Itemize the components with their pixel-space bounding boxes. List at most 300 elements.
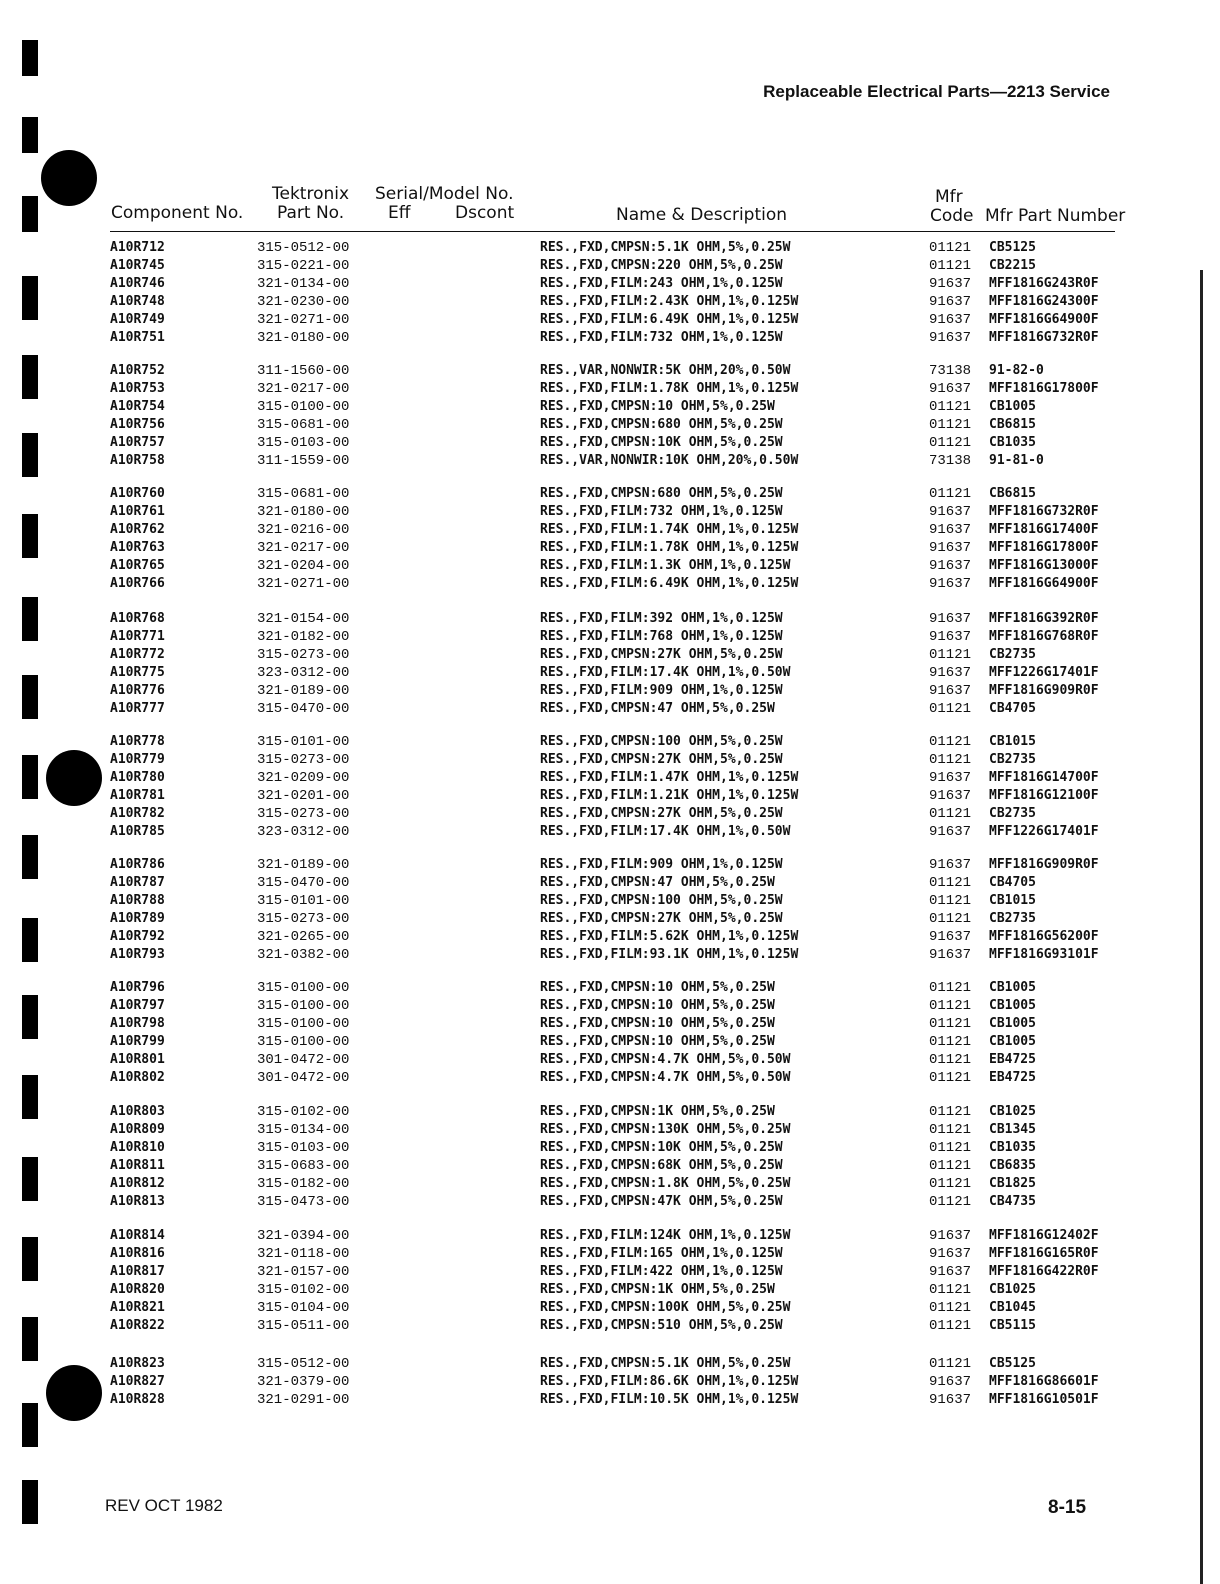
mfr-part-number: MFF1816G12100F: [989, 787, 1099, 803]
name-description: RES.,FXD,FILM:768 OHM,1%,0.125W: [540, 628, 783, 644]
mfr-part-number: CB1035: [989, 434, 1036, 450]
mfr-code: 01121: [929, 1175, 972, 1192]
tektronix-part-no: 321-0154-00: [257, 611, 350, 627]
table-row: [0, 1228, 1220, 1245]
mfr-code: 91637: [929, 380, 972, 397]
mfr-code: 01121: [929, 1281, 972, 1298]
component-no: A10R763: [110, 539, 165, 555]
mfr-part-number: CB1035: [989, 1139, 1036, 1155]
component-no: A10R810: [110, 1139, 165, 1155]
mfr-code: 01121: [929, 486, 972, 502]
tektronix-part-no: 315-0100-00: [257, 997, 350, 1014]
mfr-code: 01121: [929, 1157, 972, 1174]
tektronix-part-no: 315-0101-00: [257, 734, 350, 750]
mfr-part-number: MFF1816G732R0F: [989, 329, 1099, 345]
name-description: RES.,FXD,CMPSN:47 OHM,5%,0.25W: [540, 700, 775, 716]
component-no: A10R748: [110, 293, 165, 309]
page-title: Replaceable Electrical Parts—2213 Service: [763, 82, 1110, 101]
tektronix-part-no: 311-1560-00: [257, 363, 350, 379]
name-description: RES.,FXD,CMPSN:10 OHM,5%,0.25W: [540, 1015, 775, 1031]
mfr-code: 91637: [929, 946, 972, 963]
tektronix-part-no: 321-0382-00: [257, 946, 350, 963]
tektronix-part-no: 301-0472-00: [257, 1051, 350, 1068]
mfr-part-number: MFF1816G24300F: [989, 293, 1099, 309]
tektronix-part-no: 315-0103-00: [257, 434, 350, 451]
table-row: [0, 1246, 1220, 1263]
component-no: A10R797: [110, 997, 165, 1013]
mfr-part-number: MFF1816G909R0F: [989, 857, 1099, 872]
component-no: A10R777: [110, 700, 165, 716]
name-description: RES.,FXD,CMPSN:130K OHM,5%,0.25W: [540, 1121, 791, 1137]
tektronix-part-no: 321-0394-00: [257, 1228, 350, 1244]
tektronix-part-no: 321-0379-00: [257, 1373, 350, 1390]
mfr-part-number: MFF1816G64900F: [989, 575, 1099, 591]
mfr-code: 91637: [929, 928, 972, 945]
table-row: [0, 312, 1220, 329]
mfr-code: 01121: [929, 734, 972, 750]
mfr-part-number: CB1015: [989, 734, 1036, 749]
name-description: RES.,FXD,FILM:909 OHM,1%,0.125W: [540, 857, 783, 872]
mfr-code: 01121: [929, 1299, 972, 1316]
mfr-code: 91637: [929, 857, 972, 873]
name-description: RES.,FXD,FILM:10.5K OHM,1%,0.125W: [540, 1391, 799, 1407]
component-no: A10R749: [110, 311, 165, 327]
mfr-code: 91637: [929, 329, 972, 346]
component-no: A10R813: [110, 1193, 165, 1209]
mfr-code: 01121: [929, 257, 972, 274]
tektronix-part-no: 321-0230-00: [257, 293, 350, 310]
tektronix-part-no: 321-0265-00: [257, 928, 350, 945]
table-row: [0, 980, 1220, 997]
name-description: RES.,FXD,CMPSN:27K OHM,5%,0.25W: [540, 805, 783, 821]
name-description: RES.,FXD,CMPSN:1.8K OHM,5%,0.25W: [540, 1175, 791, 1191]
table-row: [0, 435, 1220, 452]
name-description: RES.,FXD,FILM:1.3K OHM,1%,0.125W: [540, 557, 791, 573]
name-description: RES.,FXD,CMPSN:5.1K OHM,5%,0.25W: [540, 240, 791, 255]
name-description: RES.,FXD,FILM:732 OHM,1%,0.125W: [540, 329, 783, 345]
mfr-code: 01121: [929, 751, 972, 768]
tektronix-part-no: 321-0189-00: [257, 682, 350, 699]
mfr-code: 01121: [929, 910, 972, 927]
mfr-part-number: MFF1816G768R0F: [989, 628, 1099, 644]
tektronix-part-no: 315-0102-00: [257, 1281, 350, 1298]
table-row: [0, 752, 1220, 769]
mfr-code: 91637: [929, 293, 972, 310]
component-no: A10R780: [110, 769, 165, 785]
mfr-part-number: CB1345: [989, 1121, 1036, 1137]
component-no: A10R823: [110, 1356, 165, 1371]
mfr-part-number: CB6815: [989, 486, 1036, 501]
mfr-code: 01121: [929, 1193, 972, 1210]
tektronix-part-no: 315-0182-00: [257, 1175, 350, 1192]
name-description: RES.,FXD,CMPSN:680 OHM,5%,0.25W: [540, 486, 783, 501]
col-header-dscont: Dscont: [455, 203, 515, 223]
table-row: [0, 486, 1220, 503]
mfr-part-number: CB1015: [989, 892, 1036, 908]
name-description: RES.,VAR,NONWIR:5K OHM,20%,0.50W: [540, 363, 791, 378]
table-row: [0, 1282, 1220, 1299]
tektronix-part-no: 311-1559-00: [257, 452, 350, 469]
revision-date: REV OCT 1982: [105, 1496, 223, 1515]
table-row: [0, 1016, 1220, 1033]
component-no: A10R812: [110, 1175, 165, 1191]
mfr-code: 01121: [929, 874, 972, 891]
table-row: [0, 893, 1220, 910]
tektronix-part-no: 321-0118-00: [257, 1245, 350, 1262]
name-description: RES.,FXD,CMPSN:10K OHM,5%,0.25W: [540, 434, 783, 450]
mfr-part-number: MFF1816G17800F: [989, 539, 1099, 555]
component-no: A10R820: [110, 1281, 165, 1297]
mfr-part-number: MFF1816G392R0F: [989, 611, 1099, 626]
mfr-part-number: MFF1816G165R0F: [989, 1245, 1099, 1261]
table-row: [0, 770, 1220, 787]
tektronix-part-no: 321-0180-00: [257, 503, 350, 520]
component-no: A10R792: [110, 928, 165, 944]
mfr-part-number: CB1025: [989, 1281, 1036, 1297]
name-description: RES.,FXD,CMPSN:10 OHM,5%,0.25W: [540, 1033, 775, 1049]
mfr-code: 91637: [929, 1245, 972, 1262]
component-no: A10R776: [110, 682, 165, 698]
table-row: [0, 875, 1220, 892]
name-description: RES.,FXD,CMPSN:10 OHM,5%,0.25W: [540, 997, 775, 1013]
component-no: A10R796: [110, 980, 165, 995]
mfr-code: 91637: [929, 1373, 972, 1390]
component-no: A10R762: [110, 521, 165, 537]
mfr-code: 91637: [929, 628, 972, 645]
mfr-code: 01121: [929, 1051, 972, 1068]
name-description: RES.,FXD,FILM:1.78K OHM,1%,0.125W: [540, 380, 799, 396]
component-no: A10R760: [110, 486, 165, 501]
component-no: A10R811: [110, 1157, 165, 1173]
table-row: [0, 665, 1220, 682]
table-row: [0, 1176, 1220, 1193]
mfr-part-number: CB4705: [989, 700, 1036, 716]
name-description: RES.,FXD,CMPSN:5.1K OHM,5%,0.25W: [540, 1356, 791, 1371]
table-row: [0, 611, 1220, 628]
col-header-mfr-code: Code: [930, 206, 974, 226]
mfr-code: 91637: [929, 575, 972, 592]
table-row: [0, 540, 1220, 557]
component-no: A10R778: [110, 734, 165, 749]
table-row: [0, 1034, 1220, 1051]
component-no: A10R817: [110, 1263, 165, 1279]
component-no: A10R765: [110, 557, 165, 573]
tektronix-part-no: 321-0217-00: [257, 539, 350, 556]
tektronix-part-no: 321-0217-00: [257, 380, 350, 397]
mfr-part-number: CB2735: [989, 910, 1036, 926]
name-description: RES.,FXD,FILM:392 OHM,1%,0.125W: [540, 611, 783, 626]
mfr-code: 01121: [929, 416, 972, 433]
name-description: RES.,FXD,FILM:1.78K OHM,1%,0.125W: [540, 539, 799, 555]
table-row: [0, 576, 1220, 593]
mfr-part-number: CB2735: [989, 646, 1036, 662]
component-no: A10R785: [110, 823, 165, 839]
component-no: A10R779: [110, 751, 165, 767]
component-no: A10R789: [110, 910, 165, 926]
mfr-part-number: MFF1816G17400F: [989, 521, 1099, 537]
table-row: [0, 1052, 1220, 1069]
mfr-code: 01121: [929, 805, 972, 822]
table-row: [0, 558, 1220, 575]
name-description: RES.,FXD,CMPSN:220 OHM,5%,0.25W: [540, 257, 783, 273]
name-description: RES.,FXD,CMPSN:47K OHM,5%,0.25W: [540, 1193, 783, 1209]
col-header-eff: Eff: [388, 203, 411, 223]
name-description: RES.,FXD,CMPSN:680 OHM,5%,0.25W: [540, 416, 783, 432]
name-description: RES.,FXD,CMPSN:10K OHM,5%,0.25W: [540, 1139, 783, 1155]
component-no: A10R752: [110, 363, 165, 378]
component-no: A10R814: [110, 1228, 165, 1243]
component-no: A10R782: [110, 805, 165, 821]
table-row: [0, 330, 1220, 347]
col-header-name-description: Name & Description: [616, 205, 788, 225]
mfr-part-number: CB6835: [989, 1157, 1036, 1173]
name-description: RES.,FXD,CMPSN:27K OHM,5%,0.25W: [540, 910, 783, 926]
tektronix-part-no: 321-0271-00: [257, 311, 350, 328]
component-no: A10R746: [110, 275, 165, 291]
mfr-code: 91637: [929, 787, 972, 804]
tektronix-part-no: 321-0209-00: [257, 769, 350, 786]
tektronix-part-no: 315-0100-00: [257, 398, 350, 415]
mfr-part-number: MFF1816G243R0F: [989, 275, 1099, 291]
mfr-part-number: CB4705: [989, 874, 1036, 890]
table-row: [0, 1070, 1220, 1087]
page-number: 8-15: [1048, 1497, 1087, 1518]
name-description: RES.,FXD,FILM:243 OHM,1%,0.125W: [540, 275, 783, 291]
tektronix-part-no: 315-0273-00: [257, 805, 350, 822]
tektronix-part-no: 321-0216-00: [257, 521, 350, 538]
name-description: RES.,FXD,CMPSN:100 OHM,5%,0.25W: [540, 734, 783, 749]
mfr-code: 01121: [929, 434, 972, 451]
tektronix-part-no: 315-0681-00: [257, 416, 350, 433]
mfr-code: 91637: [929, 1391, 972, 1408]
table-row: [0, 788, 1220, 805]
component-no: A10R787: [110, 874, 165, 890]
tektronix-part-no: 323-0312-00: [257, 823, 350, 840]
mfr-part-number: 91-82-0: [989, 363, 1044, 378]
table-row: [0, 929, 1220, 946]
mfr-code: 01121: [929, 240, 972, 256]
name-description: RES.,FXD,CMPSN:100 OHM,5%,0.25W: [540, 892, 783, 908]
mfr-part-number: MFF1816G732R0F: [989, 503, 1099, 519]
tektronix-part-no: 315-0470-00: [257, 700, 350, 717]
mfr-part-number: MFF1816G12402F: [989, 1228, 1099, 1243]
tektronix-part-no: 315-0100-00: [257, 1033, 350, 1050]
component-no: A10R775: [110, 664, 165, 680]
mfr-code: 01121: [929, 1121, 972, 1138]
table-row: [0, 1104, 1220, 1121]
mfr-part-number: CB4735: [989, 1193, 1036, 1209]
col-header-serial-model: Serial/Model No.: [375, 184, 514, 204]
name-description: RES.,FXD,FILM:6.49K OHM,1%,0.125W: [540, 311, 799, 327]
component-no: A10R757: [110, 434, 165, 450]
component-no: A10R827: [110, 1373, 165, 1389]
tektronix-part-no: 315-0683-00: [257, 1157, 350, 1174]
mfr-code: 01121: [929, 892, 972, 909]
tektronix-part-no: 315-0101-00: [257, 892, 350, 909]
name-description: RES.,FXD,FILM:1.21K OHM,1%,0.125W: [540, 787, 799, 803]
mfr-code: 91637: [929, 1263, 972, 1280]
mfr-part-number: MFF1816G64900F: [989, 311, 1099, 327]
table-row: [0, 857, 1220, 874]
mfr-part-number: CB1005: [989, 1015, 1036, 1031]
tektronix-part-no: 315-0102-00: [257, 1104, 350, 1120]
mfr-code: 01121: [929, 646, 972, 663]
component-no: A10R803: [110, 1104, 165, 1119]
name-description: RES.,FXD,FILM:732 OHM,1%,0.125W: [540, 503, 783, 519]
mfr-part-number: MFF1816G86601F: [989, 1373, 1099, 1389]
component-no: A10R712: [110, 240, 165, 255]
component-no: A10R761: [110, 503, 165, 519]
table-row: [0, 911, 1220, 928]
name-description: RES.,FXD,CMPSN:10 OHM,5%,0.25W: [540, 398, 775, 414]
name-description: RES.,FXD,CMPSN:1K OHM,5%,0.25W: [540, 1104, 775, 1119]
tektronix-part-no: 315-0103-00: [257, 1139, 350, 1156]
mfr-code: 01121: [929, 1069, 972, 1086]
mfr-part-number: CB5125: [989, 1356, 1036, 1371]
name-description: RES.,FXD,FILM:17.4K OHM,1%,0.50W: [540, 664, 791, 680]
tektronix-part-no: 315-0511-00: [257, 1317, 350, 1334]
mfr-code: 91637: [929, 823, 972, 840]
mfr-part-number: MFF1816G10501F: [989, 1391, 1099, 1407]
mfr-code: 91637: [929, 503, 972, 520]
table-row: [0, 240, 1220, 257]
table-row: [0, 806, 1220, 823]
table-row: [0, 399, 1220, 416]
mfr-part-number: EB4725: [989, 1069, 1036, 1085]
mfr-part-number: CB2735: [989, 751, 1036, 767]
mfr-part-number: MFF1816G422R0F: [989, 1263, 1099, 1279]
col-header-mfr-part-number: Mfr Part Number: [985, 206, 1126, 226]
mfr-code: 01121: [929, 1356, 972, 1372]
table-row: [0, 294, 1220, 311]
mfr-part-number: CB6815: [989, 416, 1036, 432]
tektronix-part-no: 315-0470-00: [257, 874, 350, 891]
component-no: A10R799: [110, 1033, 165, 1049]
col-header-component-no: Component No.: [111, 203, 244, 223]
mfr-part-number: CB1005: [989, 997, 1036, 1013]
mfr-code: 01121: [929, 1139, 972, 1156]
mfr-part-number: CB1005: [989, 980, 1036, 995]
component-no: A10R793: [110, 946, 165, 962]
name-description: RES.,FXD,FILM:165 OHM,1%,0.125W: [540, 1245, 783, 1261]
component-no: A10R798: [110, 1015, 165, 1031]
name-description: RES.,FXD,FILM:5.62K OHM,1%,0.125W: [540, 928, 799, 944]
tektronix-part-no: 315-0512-00: [257, 1356, 350, 1372]
mfr-part-number: MFF1816G909R0F: [989, 682, 1099, 698]
table-row: [0, 276, 1220, 293]
tektronix-part-no: 315-0134-00: [257, 1121, 350, 1138]
name-description: RES.,FXD,CMPSN:68K OHM,5%,0.25W: [540, 1157, 783, 1173]
component-no: A10R753: [110, 380, 165, 396]
table-row: [0, 1158, 1220, 1175]
table-row: [0, 453, 1220, 470]
name-description: RES.,FXD,FILM:1.47K OHM,1%,0.125W: [540, 769, 799, 785]
table-row: [0, 1374, 1220, 1391]
tektronix-part-no: 315-0681-00: [257, 486, 350, 502]
mfr-code: 91637: [929, 521, 972, 538]
mfr-code: 91637: [929, 664, 972, 681]
mfr-code: 01121: [929, 700, 972, 717]
name-description: RES.,FXD,CMPSN:1K OHM,5%,0.25W: [540, 1281, 775, 1297]
mfr-code: 91637: [929, 557, 972, 574]
tektronix-part-no: 315-0100-00: [257, 980, 350, 996]
mfr-code: 01121: [929, 1317, 972, 1334]
name-description: RES.,FXD,CMPSN:27K OHM,5%,0.25W: [540, 646, 783, 662]
mfr-part-number: MFF1816G13000F: [989, 557, 1099, 573]
mfr-code: 91637: [929, 275, 972, 292]
mfr-code: 91637: [929, 1228, 972, 1244]
component-no: A10R788: [110, 892, 165, 908]
tektronix-part-no: 321-0157-00: [257, 1263, 350, 1280]
name-description: RES.,FXD,CMPSN:27K OHM,5%,0.25W: [540, 751, 783, 767]
name-description: RES.,FXD,FILM:909 OHM,1%,0.125W: [540, 682, 783, 698]
table-row: [0, 504, 1220, 521]
component-no: A10R768: [110, 611, 165, 626]
name-description: RES.,FXD,CMPSN:100K OHM,5%,0.25W: [540, 1299, 791, 1315]
mfr-part-number: CB1005: [989, 398, 1036, 414]
component-no: A10R754: [110, 398, 165, 414]
mfr-code: 73138: [929, 363, 972, 379]
tektronix-part-no: 323-0312-00: [257, 664, 350, 681]
col-header-tektronix: Tektronix: [272, 184, 350, 204]
name-description: RES.,FXD,CMPSN:47 OHM,5%,0.25W: [540, 874, 775, 890]
mfr-part-number: MFF1226G17401F: [989, 664, 1099, 680]
tektronix-part-no: 315-0100-00: [257, 1015, 350, 1032]
mfr-code: 01121: [929, 1104, 972, 1120]
mfr-part-number: CB1045: [989, 1299, 1036, 1315]
table-row: [0, 1300, 1220, 1317]
mfr-part-number: MFF1226G17401F: [989, 823, 1099, 839]
component-no: A10R745: [110, 257, 165, 273]
mfr-part-number: CB1025: [989, 1104, 1036, 1119]
component-no: A10R756: [110, 416, 165, 432]
mfr-code: 01121: [929, 1015, 972, 1032]
mfr-code: 01121: [929, 1033, 972, 1050]
tektronix-part-no: 321-0134-00: [257, 275, 350, 292]
table-row: [0, 824, 1220, 841]
table-row: [0, 629, 1220, 646]
table-row: [0, 258, 1220, 275]
name-description: RES.,FXD,FILM:2.43K OHM,1%,0.125W: [540, 293, 799, 309]
component-no: A10R786: [110, 857, 165, 872]
tektronix-part-no: 321-0189-00: [257, 857, 350, 873]
component-no: A10R771: [110, 628, 165, 644]
tektronix-part-no: 321-0204-00: [257, 557, 350, 574]
mfr-code: 01121: [929, 997, 972, 1014]
name-description: RES.,FXD,FILM:1.74K OHM,1%,0.125W: [540, 521, 799, 537]
mfr-part-number: CB1825: [989, 1175, 1036, 1191]
name-description: RES.,FXD,FILM:93.1K OHM,1%,0.125W: [540, 946, 799, 962]
table-row: [0, 701, 1220, 718]
tektronix-part-no: 315-0104-00: [257, 1299, 350, 1316]
mfr-code: 91637: [929, 539, 972, 556]
tektronix-part-no: 315-0273-00: [257, 646, 350, 663]
table-row: [0, 1392, 1220, 1409]
table-row: [0, 1318, 1220, 1335]
mfr-part-number: CB2735: [989, 805, 1036, 821]
component-no: A10R802: [110, 1069, 165, 1085]
mfr-code: 91637: [929, 611, 972, 627]
component-no: A10R772: [110, 646, 165, 662]
table-row: [0, 1140, 1220, 1157]
component-no: A10R758: [110, 452, 165, 468]
table-row: [0, 381, 1220, 398]
table-row: [0, 998, 1220, 1015]
mfr-part-number: CB1005: [989, 1033, 1036, 1049]
tektronix-part-no: 321-0182-00: [257, 628, 350, 645]
mfr-part-number: MFF1816G17800F: [989, 380, 1099, 396]
tektronix-part-no: 315-0221-00: [257, 257, 350, 274]
